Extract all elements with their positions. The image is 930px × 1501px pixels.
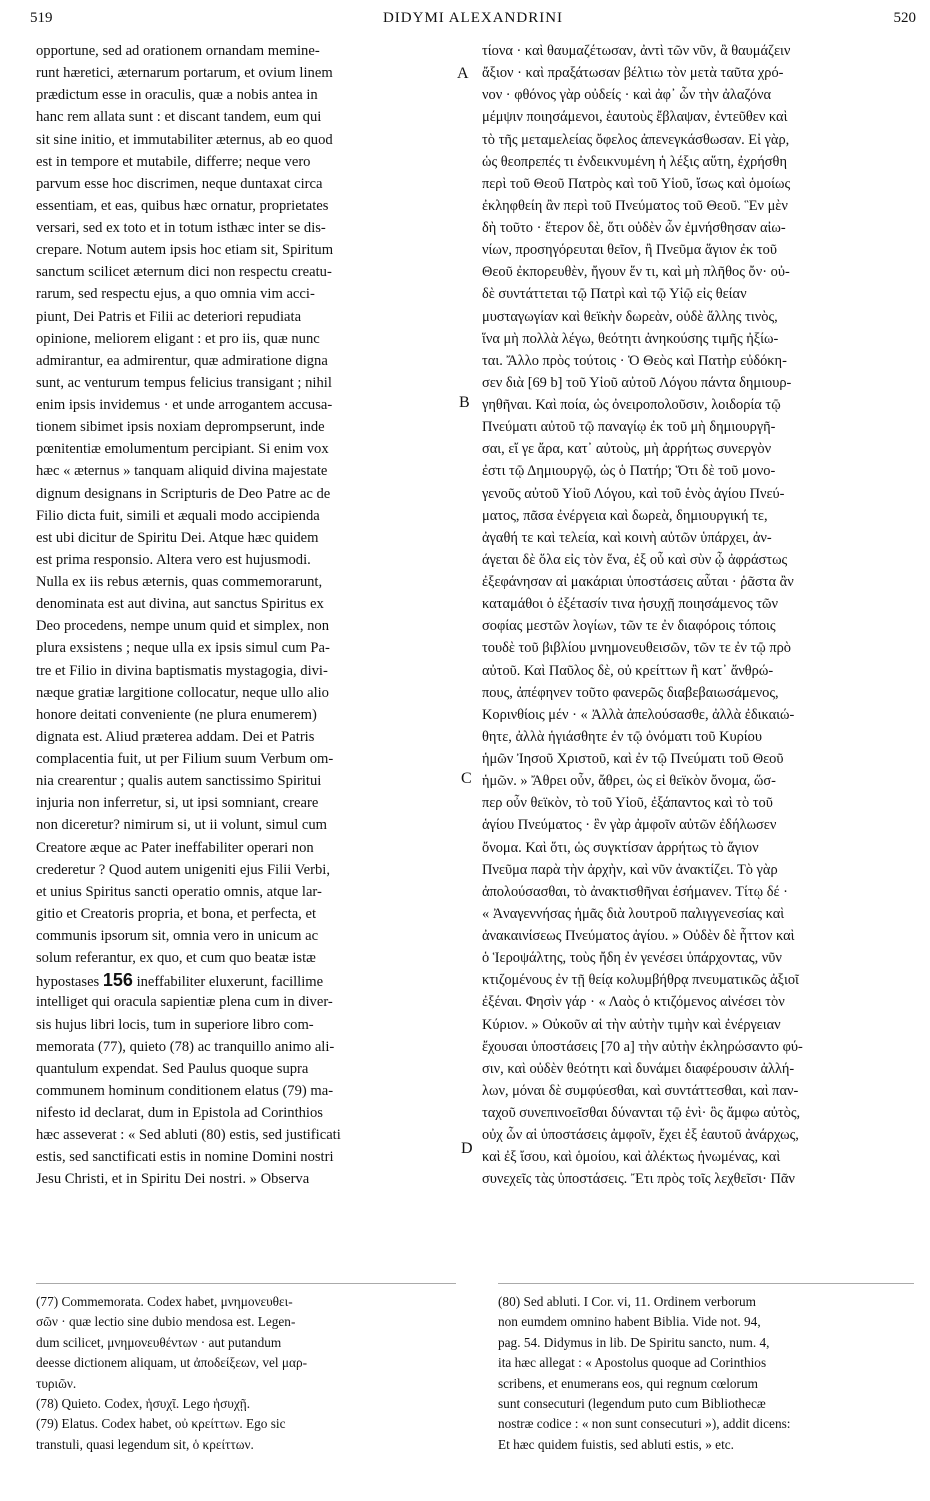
latin-text-line: næque gratiæ largitione collocatur, neque ullo alio — [36, 684, 329, 701]
footnote-line: Et hæc quidem fuistis, sed abluti estis, » etc. — [498, 1436, 734, 1452]
running-header — [30, 10, 916, 40]
margin-marker-a: A — [457, 65, 469, 82]
latin-text-line: sis hujus libri locis, tum in superiore libro com- — [36, 1016, 314, 1033]
footnote-rule-left — [36, 1283, 456, 1284]
latin-text-line: est ubi dicitur de Spiritu Dei. Atque hæc quidem — [36, 529, 319, 546]
footnote-line: τυριῶν. — [36, 1375, 77, 1391]
latin-text-line: admirantur, ea admirentur, quæ admiratione digna — [36, 352, 328, 369]
running-title: DIDYMI ALEXANDRINI — [382, 10, 564, 26]
latin-text-line: versari, sed ex toto et in totum isthæc inter se dis- — [36, 220, 326, 236]
greek-text-line: γηθῆναι. Καὶ ποία, ὡς ὀνειροπολοῦσιν, λοιδορία τῷ — [482, 397, 781, 413]
latin-text-line: essentiam, et eas, quibus hæc ornatur, proprietates — [36, 197, 329, 214]
latin-text-line: estis, sed sanctificati estis in nomine Domini nostri — [36, 1149, 334, 1166]
latin-text-line: non diceretur? nimirum si, ut ii volunt, simul cum — [36, 817, 328, 834]
greek-text-line: άγεται δὲ ὅλα εἰς τὸν ἕνα, ἐξ οὗ καὶ σὺν ᾧ ἀφράστως — [482, 551, 788, 568]
greek-text-line: ἀγαθή τε καὶ τελεία, καὶ κοινὴ αὐτῶν ὑπάρχει, ἀν- — [482, 529, 772, 546]
latin-text-line: sanctum scilicet æternum dici non respectu creatu- — [36, 264, 332, 281]
greek-text-line: ἀνακαινίσεως Πνεύματος ἁγίου. » Οὐδὲν δὲ ἧττον καὶ — [482, 928, 795, 944]
greek-text-line: καὶ ἐξ ἴσου, καὶ ὁμοίου, καὶ ἀλέκτως ἡνωμένας, καὶ — [482, 1149, 781, 1166]
greek-text-line: τὸ τῆς μεταμελείας ὄφελος ἀπενεγκάσθωσαν. Εἰ γὰρ, — [482, 131, 790, 148]
footnote-line: (79) Elatus. Codex habet, οὐ κρείττων. Ego sic — [36, 1416, 286, 1432]
greek-text-line: ὁ Ἱεροψάλτης, τοὺς ἤδη ἐν γενέσει ὑπάρχοντας, νῦν — [482, 950, 782, 967]
greek-text-line: ταχοῦ συνεπινοεῖσθαι δύνανται τῷ ἑνὶ· ὃς ἄμφω αὐτὸς, — [482, 1105, 801, 1121]
greek-text-line: δὴ τοῦτο · ἕτερον δὲ, ὅτι οὐδὲν ὧν ἐμνήσθησαν αἰω- — [482, 220, 786, 236]
greek-text-line: δὲ συντάττεται τῷ Πατρὶ καὶ τῷ Υἱῷ εἰς θείαν — [482, 286, 747, 303]
greek-text-line: ὄνομα. Καὶ ὅτι, ὡς συγκτίσαν ἀρρήτως τὸ ἅγιον — [482, 839, 759, 856]
latin-text-line: plura exsistens ; neque ulla ex ipsis simul cum Pa- — [36, 640, 330, 657]
footnotes-left — [36, 1292, 456, 1455]
margin-marker-b: B — [459, 394, 470, 411]
latin-text-line: opportune, sed ad orationem ornandam memine- — [36, 43, 320, 59]
latin-text-line: hanc rem allata sunt : et discant tandem, eum qui — [36, 109, 322, 126]
latin-text-line — [36, 969, 448, 991]
latin-text-line: honore deitati conveniente (ne plura enumerem) — [36, 706, 317, 723]
greek-text-line: σαι, εἴ γε ἄρα, κατ᾽ αὐτοὺς, μὴ ἀρρήτως συνεργὸν — [482, 441, 772, 458]
greek-text-line: ἐκληφθείη ἂν περὶ τοῦ Πνεύματος τοῦ Θεοῦ. Ἓν μὲν — [482, 197, 788, 214]
latin-text-line: communis ipsorum sit, omnia vero in unicum ac — [36, 928, 319, 944]
greek-text-line: οὐχ ὧν αἱ ὑποστάσεις ἀμφοῖν, ἔχει ἐξ ἑαυτοῦ ἀνάρχως, — [482, 1127, 799, 1144]
greek-text-line: ἐστι τῷ Δημιουργῷ, ὡς ὁ Πατήρ; Ὅτι δὲ τοῦ μονο- — [482, 463, 776, 480]
latin-text-line: opinione, meliorem eligant : et pro iis, quæ nunc — [36, 330, 320, 347]
greek-text-line: ἐξεφάνησαν αἱ μακάριαι ὑποστάσεις αὗται · ῥᾶστα ἂν — [482, 574, 794, 590]
greek-text-line: ἔχουσαι ὑποστάσεις [70 a] τὴν αὐτὴν ἐκληρώσαντο φύ- — [482, 1038, 803, 1055]
latin-text-line: crederetur ? Quod autem unigeniti ejus Filii Verbi, — [36, 861, 330, 878]
greek-text-line: πους, ἀπέφηνεν τοῦτο φανερῶς διαβεβαιωσάμενος, — [482, 684, 779, 701]
greek-text-line: ματος, πᾶσα ἐνέργεια καὶ δωρεὰ, δημιουργική τε, — [482, 507, 768, 524]
margin-marker-c: C — [461, 770, 472, 787]
footnote-line: dum scilicet, μνημονευθέντων · aut putandum — [36, 1334, 282, 1350]
greek-text-line: σεν διὰ [69 b] τοῦ Υἱοῦ αὐτοῦ Λόγου πάντα δημιουρ- — [482, 374, 792, 391]
text-span: hypostases — [36, 974, 103, 991]
greek-text-line: περ οὖν θεϊκὸν, τὸ τοῦ Υἱοῦ, ἐξάπαντος καὶ τὸ τοῦ — [482, 795, 773, 812]
greek-text-line: ἄξιον · καὶ πραξάτωσαν βέλτιω τὸν μετὰ ταῦτα χρό- — [482, 65, 784, 82]
footnote-line: pag. 54. Didymus in lib. De Spiritu sancto, num. 4, — [498, 1334, 770, 1350]
greek-text-line: σιν, καὶ οὐδὲν θεότητι καὶ δυνάμει διαφέρουσιν ἀλλή- — [482, 1060, 795, 1077]
latin-text-line: runt hæretici, æternarum portarum, et ovium linem — [36, 65, 333, 82]
latin-text-line: Filio dicta fuit, simili et æquali modo accipienda — [36, 507, 320, 524]
greek-text-line: τουδὲ τοῦ βιβλίου μνημονευθεισῶν, τῶν τε ἐν τῷ πρὸ — [482, 640, 792, 657]
latin-text-line: nifesto id declarat, dum in Epistola ad Corinthios — [36, 1105, 323, 1121]
latin-text-line: tionem sibimet ipsis noxiam deprompserunt, inde — [36, 419, 325, 436]
footnote-line: (80) Sed abluti. I Cor. vi, 11. Ordinem verborum — [498, 1294, 757, 1309]
greek-text-line: Κύριον. » Οὐκοῦν αἱ τὴν αὐτὴν τιμὴν καὶ ἐνέργειαν — [482, 1016, 781, 1033]
footnote-rule-right — [498, 1283, 914, 1284]
latin-text-line: dignum designans in Scripturis de Deo Patre ac de — [36, 485, 331, 502]
greek-text-line: τίονα · καὶ θαυμαζέτωσαν, ἀντὶ τῶν νῦν, ἃ θαυμάζειν — [482, 43, 791, 59]
latin-text-line: gitio et Creatoris propria, et bona, et perfecta, et — [36, 905, 317, 922]
footnote-line: ita hæc allegat : « Apostolus quoque ad Corinthios — [498, 1355, 767, 1371]
greek-text-line: Κορινθίοις μέν · « Ἀλλὰ ἀπελούσασθε, ἀλλὰ ἐδικαιώ- — [482, 706, 795, 723]
greek-text-line: Πνεῦμα παρὰ τὴν ἀρχὴν, καὶ νῦν ἀνακτίζει. Τὸ γὰρ — [482, 861, 778, 878]
latin-text-line: complacentia fuit, ut per Filium suum Verbum om- — [36, 751, 334, 767]
margin-marker-d: D — [461, 1140, 473, 1157]
footnote-line: nostræ codice : « non sunt consecuturi »), addit dicens: — [498, 1416, 791, 1432]
latin-text-line: enim ipsis invidemus · et unde arrogantem accusa- — [36, 397, 333, 413]
footnote-line: scribens, et enumerans eos, qui regnum cœlorum — [498, 1375, 758, 1391]
greek-text-line: ἀπολούσασθαι, τὸ ἀνακτισθῆναι ἐσήμανεν. Τίτῳ δέ · — [482, 883, 788, 900]
footnotes-right — [498, 1292, 914, 1455]
greek-column — [482, 40, 914, 1191]
footnote-line: (77) Commemorata. Codex habet, μνημονευθει- — [36, 1294, 293, 1309]
greek-text-line: ἁγίου Πνεύματος · ἓν γὰρ ἀμφοῖν αὐτῶν ἐδήλωσεν — [482, 817, 777, 834]
latin-column — [36, 40, 448, 1191]
latin-text-line: Jesu Christi, et in Spiritu Dei nostri. » Observa — [36, 1171, 310, 1188]
greek-text-line: μέμψιν ποιησάμενοι, ἑαυτοὺς ἔβλαψαν, ἐντεῦθεν καὶ — [482, 109, 788, 126]
greek-text-line: Πνεύματι αὐτοῦ τῷ παναγίῳ ἐκ τοῦ μὴ δημιουργῆ- — [482, 419, 776, 436]
latin-text-line: intelliget qui oracula sapientiæ plena cum in diver- — [36, 994, 333, 1011]
column-number-marker: 156 — [102, 970, 133, 991]
greek-text-line: λων, μόναι δὲ συμφύεσθαι, καὶ συντάττεσθαι, καὶ παν- — [482, 1082, 799, 1099]
latin-text-line: sunt, ac venturum tempus felicius transigant ; nihil — [36, 374, 332, 391]
latin-text-line: dignata est. Aliud præterea addam. Dei et Patris — [36, 728, 315, 745]
latin-text-line: est prima responsio. Altera vero est hujusmodi. — [36, 551, 311, 568]
latin-text-line: denominata est aut divina, aut sanctus Spiritus ex — [36, 596, 324, 613]
greek-text-line: περὶ τοῦ Θεοῦ Πατρὸς καὶ τοῦ Υἱοῦ, ἴσως καὶ ὁμοίως — [482, 175, 791, 192]
latin-text-line: sit sine initio, et immutabiliter æternus, ab eo quod — [36, 131, 333, 148]
greek-text-line: καταμάθοι ὁ ἐξέτασίν τινα ἡσυχῇ ποιησάμενος τῶν — [482, 596, 779, 613]
latin-text-line: est in tempore et mutabile, differre; neque vero — [36, 153, 311, 170]
latin-text-line: crepare. Notum autem ipsis hoc etiam sit, Spiritum — [36, 242, 334, 259]
latin-text-line: Creatore æque ac Pater ineffabiliter operari non — [36, 839, 314, 856]
latin-text-line: hæc asseverat : « Sed abluti (80) estis, sed justificati — [36, 1127, 341, 1144]
greek-text-line: σοφίας μεστῶν λογίων, τῶν τε ἐν διαφόροις τόποις — [482, 618, 776, 635]
latin-text-line: parvum esse hoc discrimen, neque duntaxat circa — [36, 175, 323, 192]
latin-text-line: nia crearentur ; qualis autem sanctissimo Spiritui — [36, 773, 322, 790]
greek-text-line: συνεχεῖς τὰς ὑποστάσεις. Ἔτι πρὸς τοῖς λεχθεῖσι· Πᾶν — [482, 1171, 795, 1188]
footnote-line: non eumdem omnino habent Biblia. Vide not. 94, — [498, 1314, 761, 1330]
footnote-line: sunt consecuturi (legendum puto cum Bibliothecæ — [498, 1395, 766, 1411]
greek-text-line: ἡμῶν. » Ἄθρει οὖν, ἄθρει, ὡς εἰ θεϊκὸν ὄνομα, ὥσ- — [482, 773, 776, 790]
latin-text-line: pœnitentiæ emolumentum percipiant. Si enim vox — [36, 441, 329, 458]
latin-text-line: hæc « æternus » tanquam aliquid divina majestate — [36, 463, 328, 480]
greek-text-line: ἐξέναι. Φησὶν γάρ · « Λαὸς ὁ κτιζόμενος αἰνέσει τὸν — [482, 994, 785, 1011]
footnote-line: deesse dictionem aliquam, ut ἀποδείξεων, vel μαρ- — [36, 1355, 308, 1371]
greek-text-line: ὡς θεοπρεπές τι ἐνδεικνυμένη ἡ λέξις αὕτη, ἐχρήσθη — [482, 153, 787, 170]
greek-text-line: νον · φθόνος γὰρ οὐδείς · καὶ ἀφ᾽ ὧν τὴν ἀλαζόνα — [482, 87, 772, 104]
latin-text-line: communem hominum conditionem elatus (79) ma- — [36, 1082, 334, 1099]
greek-text-line: θητε, ἀλλὰ ἡγιάσθητε ἐν τῷ ὀνόματι τοῦ Κυρίου — [482, 728, 762, 745]
latin-text-line: quantulum expendat. Sed Paulus quoque supra — [36, 1060, 309, 1077]
greek-text-line: Θεοῦ ἐκπορευθὲν, ἤγουν ἕν τι, καὶ μὴ πλῆθος ὄν· οὐ- — [482, 264, 790, 281]
latin-text-line: solum referantur, ex quo, et cum quo beatæ istæ — [36, 950, 316, 967]
page-number-right: 520 — [893, 10, 916, 26]
latin-text-line: prædictum esse in oraculis, quæ a nobis antea in — [36, 87, 318, 104]
footnote-line: σῶν · quæ lectio sine dubio mendosa est. Legen- — [36, 1314, 296, 1330]
greek-text-line: ἡμῶν Ἰησοῦ Χριστοῦ, καὶ ἐν τῷ Πνεύματι τοῦ Θεοῦ — [482, 751, 784, 767]
latin-text-line: Nulla ex iis rebus æternis, quas commemorarunt, — [36, 574, 323, 590]
latin-text-line: tre et Filio in divina baptismatis mystagogia, divi- — [36, 662, 328, 679]
latin-text-line: et unius Spiritus sancti operatio omnis, atque lar- — [36, 883, 322, 900]
latin-text-line: Deo procedens, nempe unum quid et simplex, non — [36, 618, 330, 635]
greek-text-line: γενοῦς αὐτοῦ Υἱοῦ Λόγου, καὶ τοῦ ἑνὸς ἁγίου Πνεύ- — [482, 485, 785, 502]
text-span: ineffabiliter eluxerunt, facillime — [132, 974, 324, 991]
greek-text-line: νίων, προσηγόρευται θεῖον, ἢ Πνεῦμα ἅγιον ἐκ τοῦ — [482, 242, 777, 259]
footnote-line: (78) Quieto. Codex, ἡσυχῖ. Lego ἡσυχῇ. — [36, 1395, 251, 1411]
latin-text-line: injuria non inferretur, si, ut ipsi somniant, creare — [36, 795, 319, 812]
latin-text-line: piunt, Dei Patris et Filii ac deteriori repudiata — [36, 308, 302, 325]
greek-text-line: ται. Ἄλλο πρὸς τούτοις · Ὁ Θεὸς καὶ Πατὴρ εὐδόκη- — [482, 352, 787, 369]
footnote-line: transtuli, quasi legendum sit, ὁ κρείττων. — [36, 1436, 254, 1452]
latin-text-line: rarum, sed respectu ejus, a quo omnia vim acci- — [36, 286, 315, 303]
page-number-left: 519 — [30, 10, 53, 26]
greek-text-line: κτιζομένους ἐν τῇ θείᾳ κολυμβήθρᾳ πνευματικῶς ἀξιοῖ — [482, 972, 799, 989]
latin-text-line: memorata (77), quieto (78) ac tranquillo animo ali- — [36, 1038, 335, 1055]
greek-text-line: ἵνα μὴ πολλὰ λέγω, θεότητι ἀνηκούσης τιμῆς ἠξίω- — [482, 330, 779, 347]
greek-text-line: « Ἀναγεννήσας ἡμᾶς διὰ λουτροῦ παλιγγενεσίας καὶ — [482, 905, 785, 922]
greek-text-line: αὐτοῦ. Καὶ Παῦλος δὲ, οὐ κρείττων ἢ κατ᾽ ἄνθρώ- — [482, 662, 774, 679]
greek-text-line: μυσταγωγίαν καὶ θεϊκὴν δωρεὰν, οὐδὲ ἄλλης τινὸς, — [482, 308, 778, 325]
